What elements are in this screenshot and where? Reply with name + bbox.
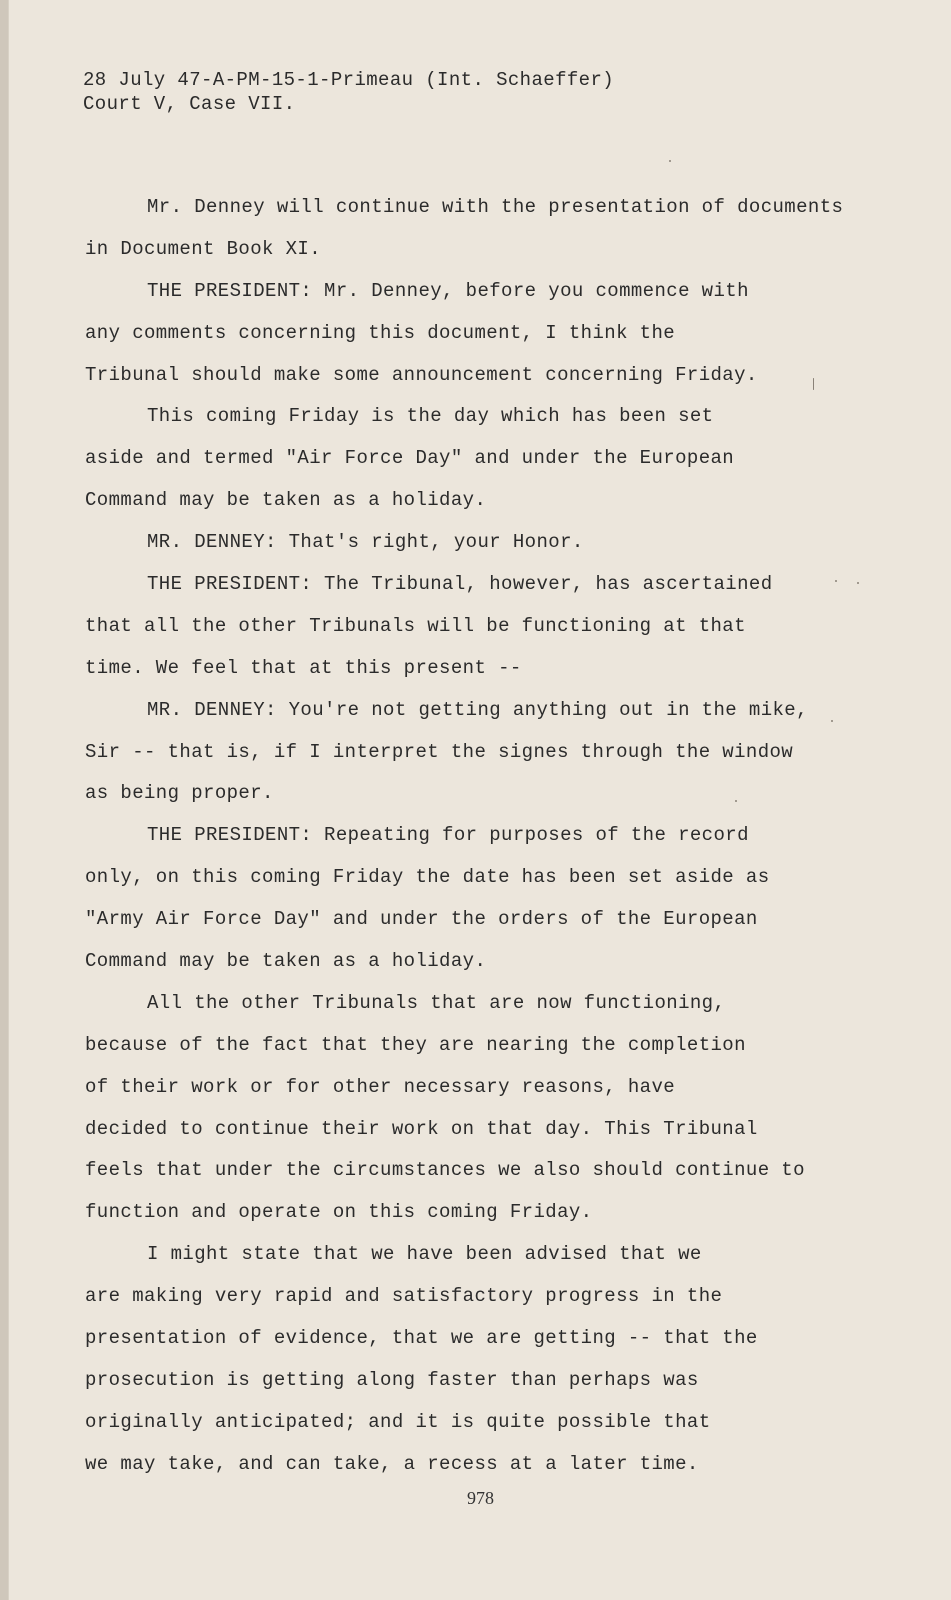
text-line: as being proper. xyxy=(85,782,274,805)
text-line: I might state that we have been advised that we xyxy=(147,1243,702,1266)
text-line: presentation of evidence, that we are getting -- that the xyxy=(85,1327,758,1350)
text-line: originally anticipated; and it is quite possible that xyxy=(85,1410,711,1433)
transcript-body xyxy=(85,187,843,1486)
text-line: "Army Air Force Day" and under the orders of the European xyxy=(85,908,758,931)
text-line: Tribunal should make some announcement concerning Friday. xyxy=(85,363,758,386)
text-line: we may take, and can take, a recess at a later time. xyxy=(85,1452,699,1475)
text-line: THE PRESIDENT: The Tribunal, however, has ascertained xyxy=(147,573,773,596)
text-line: aside and termed "Air Force Day" and under the European xyxy=(85,447,735,470)
text-line: function and operate on this coming Friday. xyxy=(85,1201,593,1224)
text-line: only, on this coming Friday the date has been set aside as xyxy=(85,866,770,889)
text-line: MR. DENNEY: That's right, your Honor. xyxy=(147,531,584,554)
text-line: decided to continue their work on that day. This Tribunal xyxy=(85,1117,758,1140)
text-line: Sir -- that is, if I interpret the signes through the window xyxy=(85,740,794,763)
document-page xyxy=(8,0,951,1600)
page-number: 978 xyxy=(467,1488,494,1508)
paper-speck xyxy=(835,580,837,582)
paper-speck xyxy=(831,720,833,722)
text-line: time. We feel that at this present -- xyxy=(85,656,522,679)
text-line: MR. DENNEY: You're not getting anything out in the mike, xyxy=(147,698,808,721)
header-line-1: 28 July 47-A-PM-15-1-Primeau (Int. Schaeffer) xyxy=(83,69,615,91)
header-line-2: Court V, Case VII. xyxy=(83,93,296,115)
text-line: THE PRESIDENT: Mr. Denney, before you commence with xyxy=(147,279,749,302)
text-line: THE PRESIDENT: Repeating for purposes of the record xyxy=(147,824,749,847)
text-line: All the other Tribunals that are now functioning, xyxy=(147,991,726,1014)
text-line: are making very rapid and satisfactory progress in the xyxy=(85,1285,723,1308)
document-header xyxy=(83,68,614,116)
text-line: any comments concerning this document, I think the xyxy=(85,321,676,344)
text-line: Command may be taken as a holiday. xyxy=(85,950,487,973)
paper-speck xyxy=(857,582,859,584)
paper-speck xyxy=(813,378,814,390)
text-line: Command may be taken as a holiday. xyxy=(85,489,487,512)
text-line: of their work or for other necessary reasons, have xyxy=(85,1075,676,1098)
text-line: Mr. Denney will continue with the presentation of documents xyxy=(147,196,844,218)
text-line: This coming Friday is the day which has been set xyxy=(147,405,714,428)
text-line: because of the fact that they are nearing the completion xyxy=(85,1033,746,1056)
text-line: that all the other Tribunals will be functioning at that xyxy=(85,614,746,637)
text-line: in Document Book XI. xyxy=(85,237,322,260)
text-line: feels that under the circumstances we also should continue to xyxy=(85,1159,805,1182)
text-line: prosecution is getting along faster than perhaps was xyxy=(85,1368,699,1391)
paper-speck xyxy=(669,160,671,162)
paper-speck xyxy=(735,800,737,802)
